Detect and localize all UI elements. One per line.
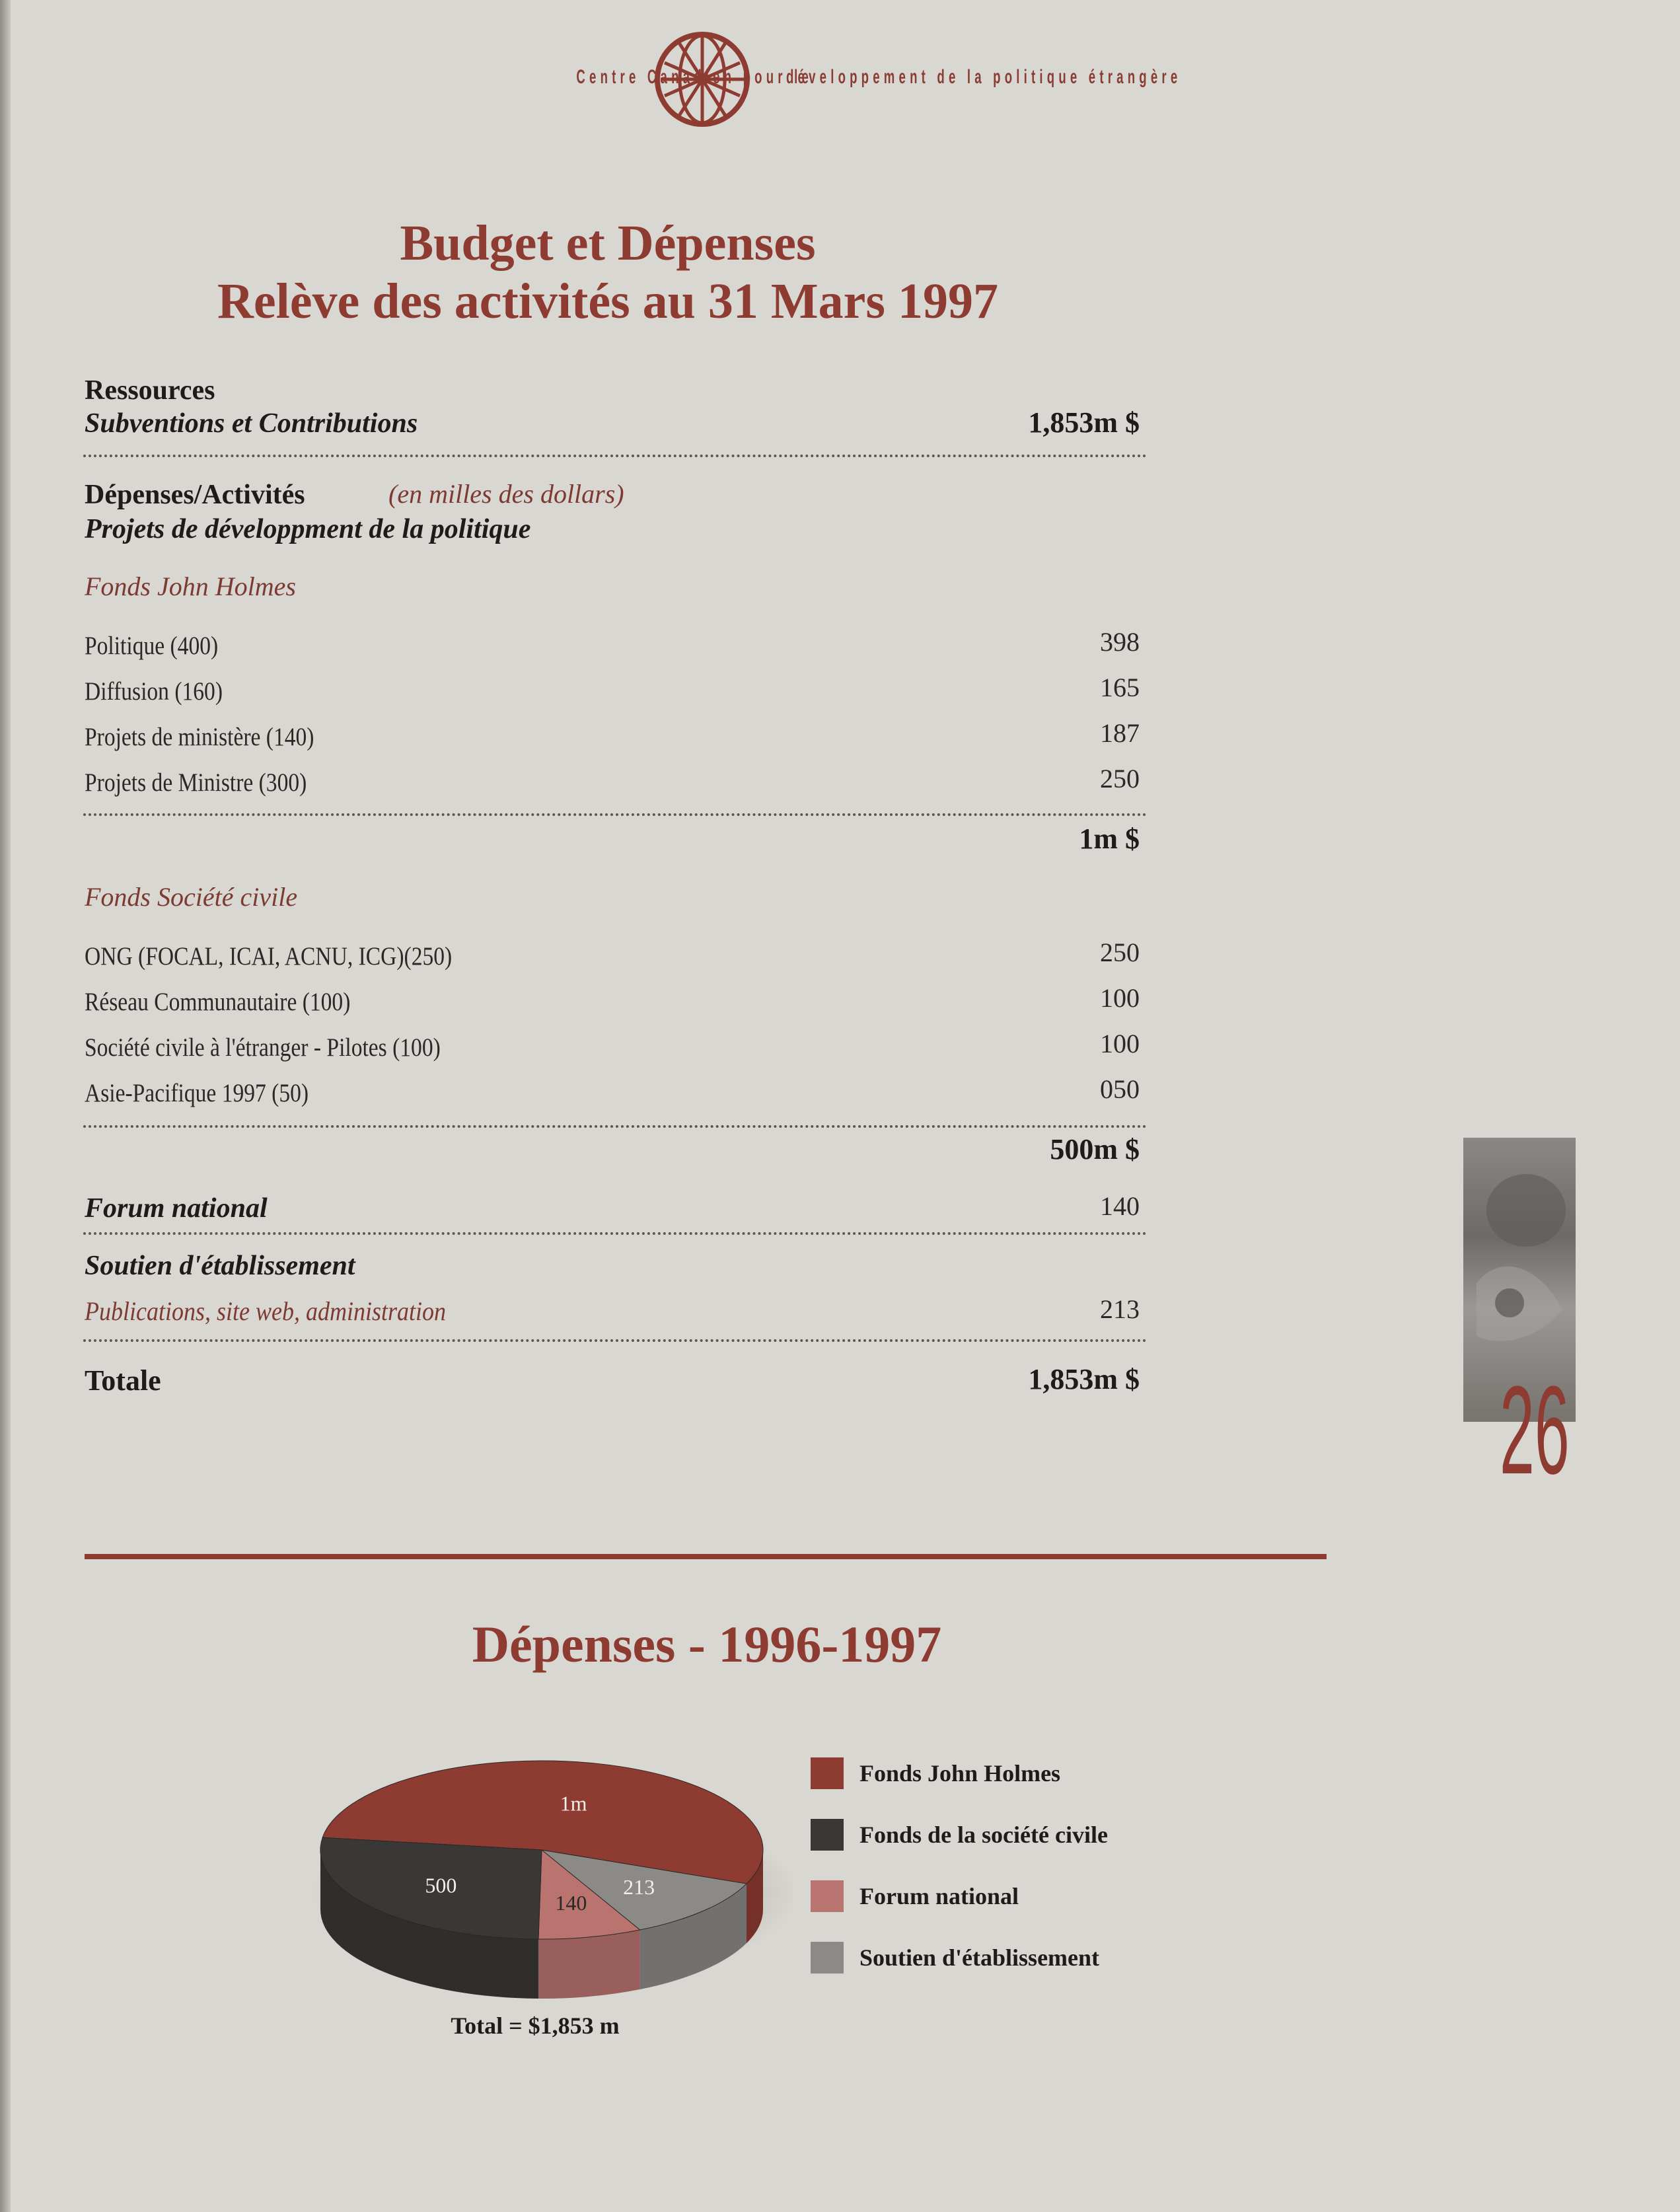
resources-amount: 1,853m $ xyxy=(1028,406,1140,439)
divider xyxy=(83,813,1147,816)
grand-total-value: 1,853m $ xyxy=(1028,1363,1140,1395)
legend-swatch xyxy=(811,1757,844,1789)
support-value: 213 xyxy=(1100,1294,1140,1324)
support-sublabel: Publications, site web, administration xyxy=(85,1296,447,1326)
page-subtitle: Relève des activités au 31 Mars 1997 xyxy=(217,274,998,329)
legend-item xyxy=(811,1819,1273,1852)
legend-swatch xyxy=(811,1942,844,1973)
civil-item-label: Société civile à l'étranger - Pilotes (100) xyxy=(85,1033,441,1062)
holmes-item-label: Diffusion (160) xyxy=(85,677,223,706)
civil-item-label: Réseau Communautaire (100) xyxy=(85,988,351,1016)
resources-subheading: Subventions et Contributions xyxy=(85,408,418,439)
holmes-item-value: 187 xyxy=(1100,718,1140,748)
legend-swatch xyxy=(811,1880,844,1912)
globe-logo-icon xyxy=(653,30,752,129)
forum-label: Forum national xyxy=(85,1193,268,1224)
header-org-name-right: développement de la politique étrangère xyxy=(786,66,1182,88)
legend-label: Fonds de la société civile xyxy=(859,1822,1108,1848)
civil-item-value: 250 xyxy=(1100,938,1140,967)
holmes-item-label: Politique (400) xyxy=(85,632,219,660)
page-number: 26 xyxy=(1500,1360,1570,1500)
holmes-item-value: 398 xyxy=(1100,627,1140,657)
legend-item xyxy=(811,1942,1273,1975)
civil-item-label: Asie-Pacifique 1997 (50) xyxy=(85,1079,309,1107)
civil-item-label: ONG (FOCAL, ICAI, ACNU, ICG)(250) xyxy=(85,942,453,971)
pie-slice-label: 1m xyxy=(560,1791,587,1816)
pie-slice-label: 500 xyxy=(425,1873,457,1898)
holmes-fund-title: Fonds John Holmes xyxy=(85,571,296,601)
support-label: Soutien d'établissement xyxy=(85,1251,355,1281)
civil-item-value: 100 xyxy=(1100,983,1140,1013)
header-org-name-left: Centre Canadien pour le xyxy=(576,66,813,88)
expenses-heading: Dépenses/Activités xyxy=(85,480,305,510)
page-spine-shadow xyxy=(0,0,11,2212)
holmes-item-value: 165 xyxy=(1100,673,1140,702)
civil-item-value: 100 xyxy=(1100,1029,1140,1058)
legend-item xyxy=(811,1757,1273,1790)
page-title: Budget et Dépenses xyxy=(400,215,816,271)
expenses-unit-note: (en milles des dollars) xyxy=(388,479,624,509)
expenses-subheading: Projets de développment de la politique xyxy=(85,514,531,544)
divider xyxy=(83,1125,1147,1128)
civil-total: 500m $ xyxy=(1050,1133,1140,1165)
resources-heading: Ressources xyxy=(85,375,215,406)
grand-total-label: Totale xyxy=(85,1364,161,1397)
chart-title: Dépenses - 1996-1997 xyxy=(472,1615,942,1673)
pie-chart xyxy=(291,1744,793,2009)
pie-slice-side xyxy=(538,1930,640,1999)
divider xyxy=(83,1232,1147,1235)
holmes-item-label: Projets de Ministre (300) xyxy=(85,768,307,797)
pie-total-label: Total = $1,853 m xyxy=(451,2012,620,2039)
holmes-item-value: 250 xyxy=(1100,764,1140,793)
legend-item xyxy=(811,1880,1273,1913)
legend-label: Fonds John Holmes xyxy=(859,1760,1061,1787)
legend-label: Soutien d'établissement xyxy=(859,1944,1100,1971)
divider xyxy=(83,455,1147,457)
legend-label: Forum national xyxy=(859,1883,1019,1909)
pie-slice-label: 213 xyxy=(623,1875,655,1899)
holmes-total: 1m $ xyxy=(1079,823,1140,855)
divider xyxy=(83,1339,1147,1342)
pie-slice-label: 140 xyxy=(555,1891,587,1915)
section-rule xyxy=(85,1554,1327,1559)
legend-swatch xyxy=(811,1819,844,1851)
holmes-item-label: Projets de ministère (140) xyxy=(85,723,314,751)
forum-value: 140 xyxy=(1100,1191,1140,1221)
civil-fund-title: Fonds Société civile xyxy=(85,882,298,912)
civil-item-value: 050 xyxy=(1100,1074,1140,1104)
